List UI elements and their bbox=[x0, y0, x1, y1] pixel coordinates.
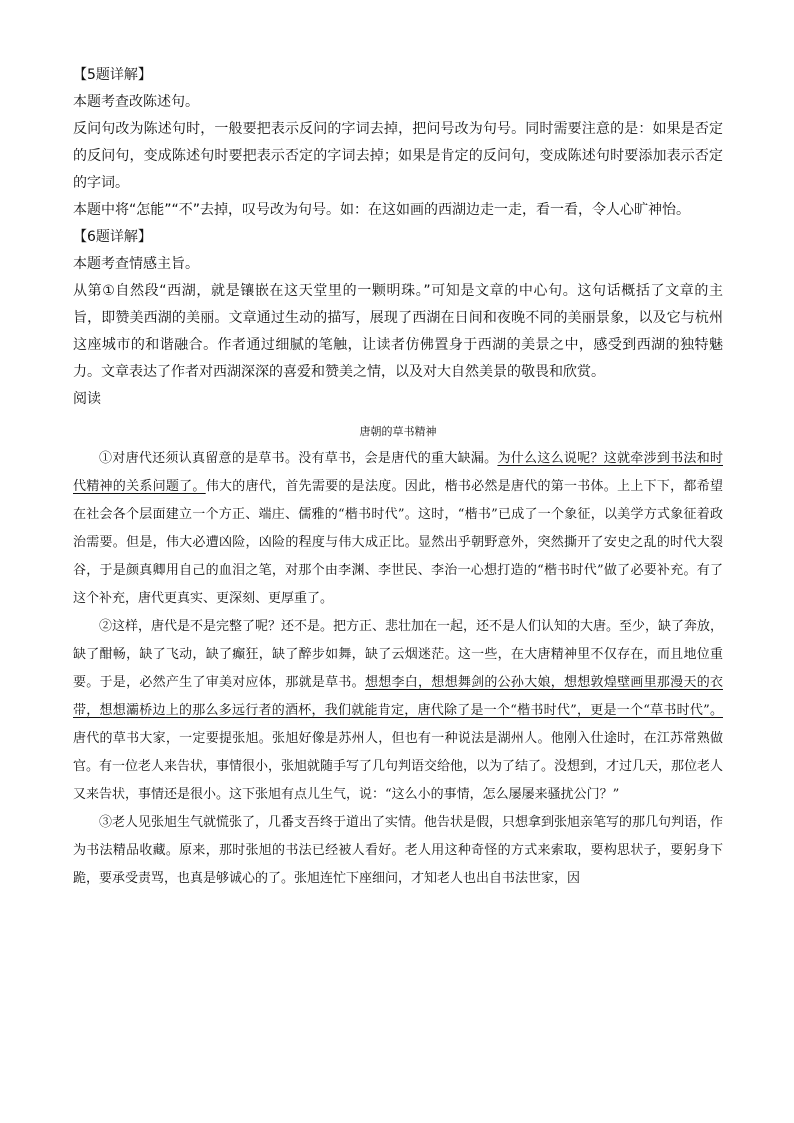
document-page bbox=[73, 62, 723, 893]
p3-text-a: ③老人见张旭生气就慌张了，几番支吾终于道出了实情。他告状是假，只想拿到张旭亲笔写的那几句判语，作为书法精品收藏。原来，那时张旭的书法已经被人看好。老人用这种奇怪的方式来索取，要构思状子，要躬身下跪，要承受责骂，也真是够诚心的了。张旭连忙下座细问，才知老人也出自书法世家，因 bbox=[73, 815, 724, 886]
reading-label: 阅读 bbox=[73, 391, 101, 407]
p1-text-a: ①对唐代还须认真留意的是草书。没有草书，会是唐代的重大缺漏。 bbox=[99, 451, 498, 466]
q5-line-2: 反问句改为陈述句时，一般要把表示反问的字词去掉，把问号改为句号。同时需要注意的是：如果是否定的反问句，变成陈述句时要把表示否定的字词去掉；如果是肯定的反问句，变成陈述句时要添加表示否定的字词。 bbox=[73, 121, 723, 191]
essay-title: 唐朝的草书精神 bbox=[359, 425, 437, 438]
essay-paragraph-1 bbox=[73, 445, 723, 613]
q6-line-1: 本题考查情感主旨。 bbox=[73, 256, 199, 272]
p1-underlined-text: 为什么这么说呢？这就牵涉到书法和时代精神的关系问题了。 bbox=[73, 451, 723, 494]
q5-heading: 【5题详解】 bbox=[73, 67, 152, 83]
p2-text-a: ②这样，唐代是不是完整了呢？还不是。把方正、悲壮加在一起，还不是人们认知的大唐。至少，缺了奔放，缺了酣畅，缺了飞动，缺了癫狂，缺了醉步如舞，缺了云烟迷茫。这一些，在大唐精神里不仅存在，而且地位重要。于是，必然产生了审美对应体，那就是草书。 bbox=[73, 619, 724, 690]
q6-heading: 【6题详解】 bbox=[73, 229, 152, 245]
p2-text-b: 唐代的草书大家，一定要提张旭。张旭好像是苏州人，但也有一种说法是湖州人。他刚入仕途时，在江苏常熟做官。有一位老人来告状，事情很小，张旭就随手写了几句判语交给他，以为了结了。没想到，才过几天，那位老人又来告状，事情还是很小。这下张旭有点儿生气，说：“这么小的事情，怎么屡屡来骚扰公门？” bbox=[73, 731, 724, 802]
essay-paragraph-2 bbox=[73, 613, 723, 809]
q6-line-2: 从第①自然段“西湖，就是镶嵌在这天堂里的一颗明珠。”可知是文章的中心句。这句话概括了文章的主旨，即赞美西湖的美丽。文章通过生动的描写，展现了西湖在日间和夜晚不同的美丽景象，以及它与杭州这座城市的和谐融合。作者通过细腻的笔触，让读者仿佛置身于西湖的美景之中，感受到西湖的独特魅力。文章表达了作者对西湖深深的喜爱和赞美之情，以及对大自然美景的敬畏和欣赏。 bbox=[73, 283, 723, 380]
p2-underlined-text: 想想李白，想想舞剑的公孙大娘，想想敦煌壁画里那漫天的衣带，想想灞桥边上的那么多远行者的酒杯，我们就能肯定，唐代除了是一个“楷书时代”，更是一个“草书时代”。 bbox=[73, 675, 723, 718]
p1-text-b: 伟大的唐代，首先需要的是法度。因此，楷书必然是唐代的第一书体。上上下下，都希望在社会各个层面建立一个方正、端庄、儒雅的“楷书时代”。这时，“楷书”已成了一个象征，以美学方式象征着政治需要。但是，伟大必遭凶险，凶险的程度与伟大成正比。显然出乎朝野意外，突然撕开了安史之乱的时代大裂谷，于是颜真卿用自己的血泪之笔，对那个由李渊、李世民、李治一心想打造的“楷书时代”做了必要补充。有了这个补充，唐代更真实、更深刻、更厚重了。 bbox=[73, 479, 723, 606]
essay-paragraph-3 bbox=[73, 809, 723, 893]
q5-line-3: 本题中将“怎能”“不”去掉，叹号改为句号。如：在这如画的西湖边走一走，看一看，令人心旷神怡。 bbox=[73, 202, 691, 218]
q5-line-1: 本题考查改陈述句。 bbox=[73, 94, 199, 110]
